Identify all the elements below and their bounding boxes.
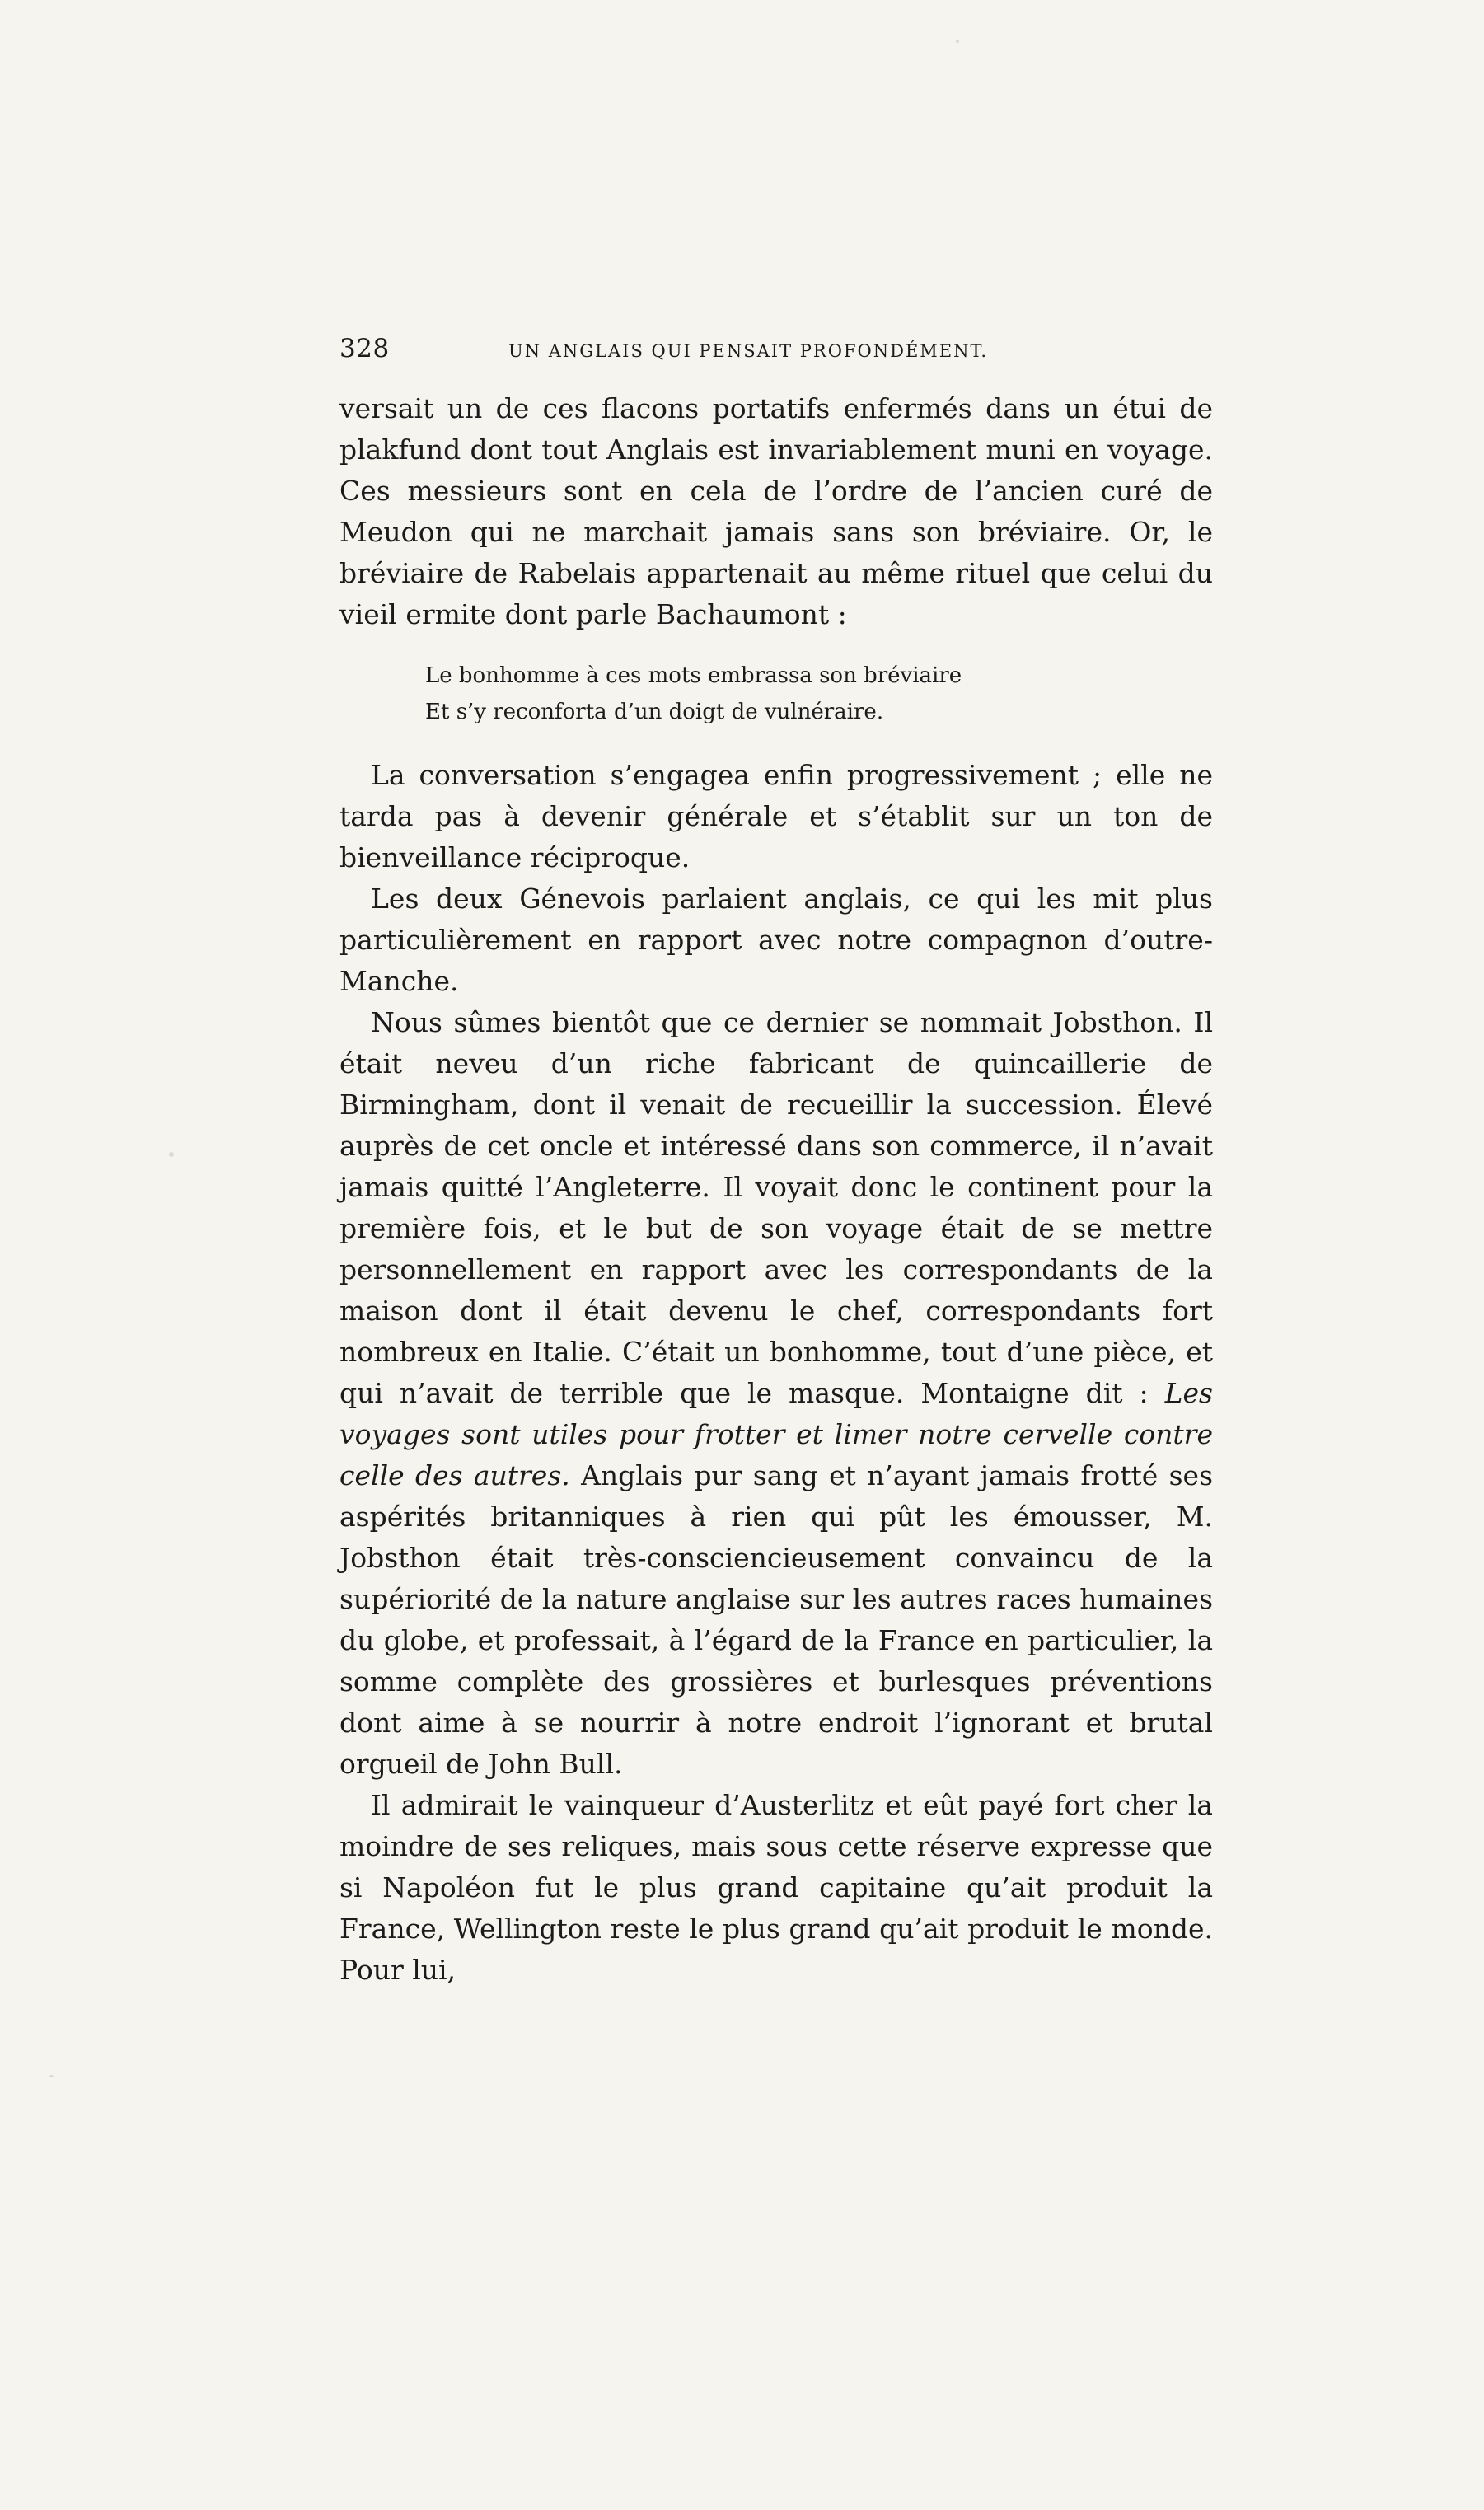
verse-line-2: Et s’y reconforta d’un doigt de vulnéraire. [425, 700, 884, 724]
paragraph-5: Il admirait le vainqueur d’Austerlitz et eût payé fort cher la moindre de ses reliques, mais sous cette réserve expresse que si Napoléon fut le plus grand capitaine qu’ait produit la France, Wellington reste le plus grand qu’ait produit le monde. Pour lui, [339, 1789, 1213, 1986]
paper-spot [956, 40, 959, 43]
paragraph-4-text-end: Anglais pur sang et n’ayant jamais frotté ses aspérités britanniques à rien qui pût les émousser, M. Jobsthon était très-consciencieusement convaincu de la supériorité de la nature anglaise sur les autres races humaines du globe, et professait, à l’égard de la France en particulier, la somme complète des grossières et burlesques préventions dont aime à se nourrir à notre endroit l’ignorant et brutal orgueil de John Bull. [339, 1459, 1214, 1780]
montaigne-quote: Les voyages sont utiles pour frotter et limer notre cervelle contre celle des autres. [339, 1377, 1213, 1491]
text-block [339, 334, 1213, 1991]
paragraph-4 [339, 1002, 1213, 1785]
page-header [339, 334, 1213, 385]
verse-line-1: Le bonhomme à ces mots embrassa son bréviaire [425, 663, 962, 688]
paragraph-1: versait un de ces flacons portatifs enfermés dans un étui de plakfund dont tout Anglais est invariablement muni en voyage. Ces messieurs sont en cela de l’ordre de l’ancien curé de Meudon qui ne marchait jamais sans son bréviaire. Or, le bréviaire de Rabelais appartenait au même rituel que celui du vieil ermite dont parle Bachaumont : [339, 392, 1213, 630]
paper-spot [169, 1152, 174, 1157]
page-number: 328 [339, 334, 390, 363]
paragraph-3: Les deux Génevois parlaient anglais, ce qui les mit plus particulièrement en rapport avec notre compagnon d’outre-Manche. [339, 883, 1213, 997]
running-title: UN ANGLAIS QUI PENSAIT PROFONDÉMENT. [508, 341, 989, 361]
paragraph-2: La conversation s’engagea enfin progressivement ; elle ne tarda pas à devenir générale et s’établit sur un ton de bienveillance réciproque. [339, 759, 1213, 873]
paper-spot [49, 2075, 54, 2077]
paragraph-4-text-start: Nous sûmes bientôt que ce dernier se nommait Jobsthon. Il était neveu d’un riche fabricant de quincaillerie de Birmingham, dont il venait de recueillir la succession. Élevé auprès de cet oncle et intéressé dans son commerce, il n’avait jamais quitté l’Angleterre. Il voyait donc le continent pour la première fois, et le but de son voyage était de se mettre personnellement en rapport avec les correspondants de la maison dont il était devenu le chef, correspondants fort nombreux en Italie. C’était un bonhomme, tout d’une pièce, et qui n’avait de terrible que le masque. Montaigne dit : [339, 1006, 1213, 1409]
verse-quote [425, 658, 1213, 730]
